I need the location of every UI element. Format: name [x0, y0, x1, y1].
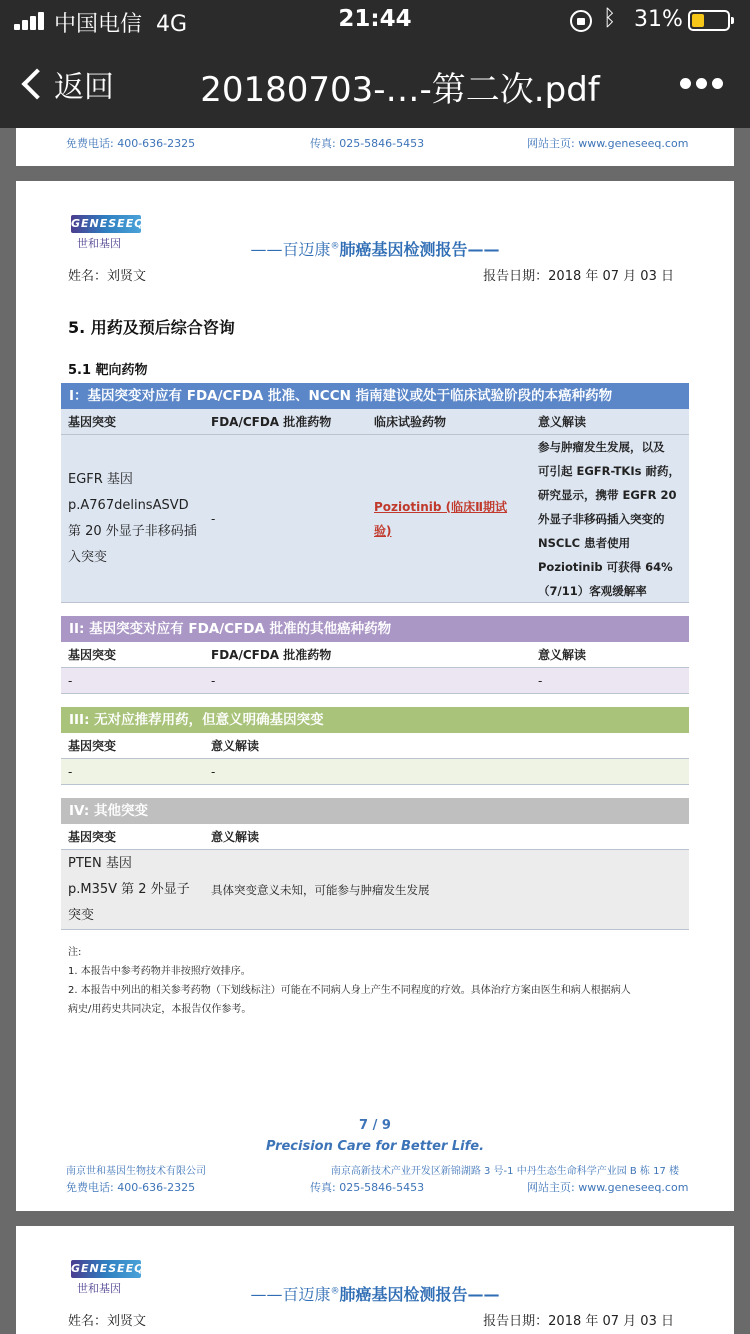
table-row [61, 668, 689, 694]
trial-drug-cell: Poziotinib (临床Ⅱ期试 验) [374, 499, 508, 538]
mutation-cell: PTEN 基因 p.M35V 第 2 外显子 突变 [68, 855, 190, 923]
footer-fax: 传真: 025-5846-5453 [310, 1181, 425, 1194]
carrier-label: 中国电信 4G [54, 12, 188, 37]
column-header: 意义解读 [538, 648, 587, 662]
patient-name: 姓名：刘贤文 [68, 1314, 147, 1329]
previous-page [16, 128, 734, 166]
footer-company: 南京世和基因生物技术有限公司 [66, 1166, 206, 1177]
column-header: 基因突变 [68, 648, 117, 662]
table-tier-4-columns [61, 824, 689, 850]
table-cell: - [68, 673, 73, 688]
section-title: 5. 用药及预后综合咨询 [68, 318, 235, 337]
table-tier-1-columns [61, 409, 689, 435]
approved-drug-cell: - [211, 511, 216, 526]
column-header: 意义解读 [211, 830, 260, 844]
column-header: 基因突变 [68, 415, 117, 429]
column-header: FDA/CFDA 批准药物 [211, 415, 332, 429]
table-cell: - [211, 764, 216, 779]
status-bar [0, 0, 750, 42]
interpretation-cell: 参与肿瘤发生发展，以及 可引起 EGFR-TKIs 耐药， 研究显示，携带 EGFR 20 外显子非移码插入突变的 NSCLC 患者使用 Poziotinib 可获得 64% （7/11）客观缓解率 [538, 439, 680, 598]
table-tier-4 [61, 798, 689, 930]
footer-fax: 传真: 025-5846-5453 [310, 137, 425, 150]
section-subtitle: 5.1 靶向药物 [68, 363, 148, 378]
company-logo: GENESEEQ 世和基因 [71, 217, 145, 250]
table-tier-1 [61, 383, 689, 603]
footer-website: 网站主页: www.geneseeq.com [527, 1181, 689, 1194]
table-cell: - [211, 673, 216, 688]
report-title: ——百迈康®肺癌基因检测报告—— [250, 240, 500, 259]
report-date: 报告日期：2018 年 07 月 03 日 [483, 269, 674, 284]
table-row [61, 850, 689, 930]
next-page [16, 1226, 734, 1334]
table-tier-2-header: II: 基因突变对应有 FDA/CFDA 批准的其他癌种药物 [61, 616, 689, 642]
column-header: FDA/CFDA 批准药物 [211, 648, 332, 662]
bluetooth-icon: ᛒ [603, 6, 617, 31]
column-header: 基因突变 [68, 739, 117, 753]
column-header: 临床试验药物 [374, 415, 447, 429]
footer-website: 网站主页: www.geneseeq.com [527, 137, 689, 150]
chevron-left-icon [21, 68, 52, 99]
footer-address: 南京高新技术产业开发区新锦湖路 3 号-1 中丹生态生命科学产业园 B 栋 17 楼 [330, 1166, 679, 1177]
column-header: 意义解读 [211, 739, 260, 753]
table-row [61, 435, 689, 603]
notes: 注: 1. 本报告中参考药物并非按照疗效排序。 2. 本报告中列出的相关参考药物（下划线标注）可能在不同病人身上产生不同程度的疗效。具体治疗方案由医生和病人根据病人 病史/用药史共同决定，本报告仅作参考。 [68, 947, 631, 1015]
report-page [16, 181, 734, 1211]
table-tier-4-header: IV: 其他突变 [61, 798, 689, 824]
orientation-lock-icon [570, 10, 592, 32]
report-date: 报告日期：2018 年 07 月 03 日 [483, 1314, 674, 1329]
battery-percent: 31% [634, 7, 683, 32]
top-bar [0, 0, 750, 128]
mutation-cell: EGFR 基因 p.A767delinsASVD 第 20 外显子非移码插 入突变 [68, 471, 197, 565]
footer-phone: 免费电话: 400-636-2325 [66, 137, 196, 150]
table-tier-2-columns [61, 642, 689, 668]
page-number: 7 / 9 [359, 1118, 391, 1133]
table-tier-3-columns [61, 733, 689, 759]
table-row [61, 759, 689, 785]
patient-name: 姓名：刘贤文 [68, 269, 147, 284]
footer-phone: 免费电话: 400-636-2325 [66, 1181, 196, 1194]
back-label: 返回 [54, 70, 114, 105]
back-button[interactable] [18, 64, 114, 104]
table-tier-2 [61, 616, 689, 694]
table-tier-3-header: III: 无对应推荐用药，但意义明确基因突变 [61, 707, 689, 733]
document-title: 20180703-…-第二次.pdf [200, 70, 600, 110]
column-header: 基因突变 [68, 830, 117, 844]
table-tier-1-header: I：基因突变对应有 FDA/CFDA 批准、NCCN 指南建议或处于临床试验阶段的本癌种药物 [61, 383, 689, 409]
table-cell: - [538, 673, 543, 688]
report-title: ——百迈康®肺癌基因检测报告—— [250, 1285, 500, 1304]
table-tier-3 [61, 707, 689, 785]
status-time: 21:44 [338, 6, 412, 32]
slogan: Precision Care for Better Life. [265, 1139, 485, 1154]
table-cell: - [68, 764, 73, 779]
battery-icon [688, 10, 730, 31]
company-logo: GENESEEQ 世和基因 [71, 1262, 145, 1295]
column-header: 意义解读 [538, 415, 587, 429]
more-icon[interactable] [680, 78, 724, 90]
interpretation-cell: 具体突变意义未知，可能参与肿瘤发生发展 [211, 882, 430, 897]
